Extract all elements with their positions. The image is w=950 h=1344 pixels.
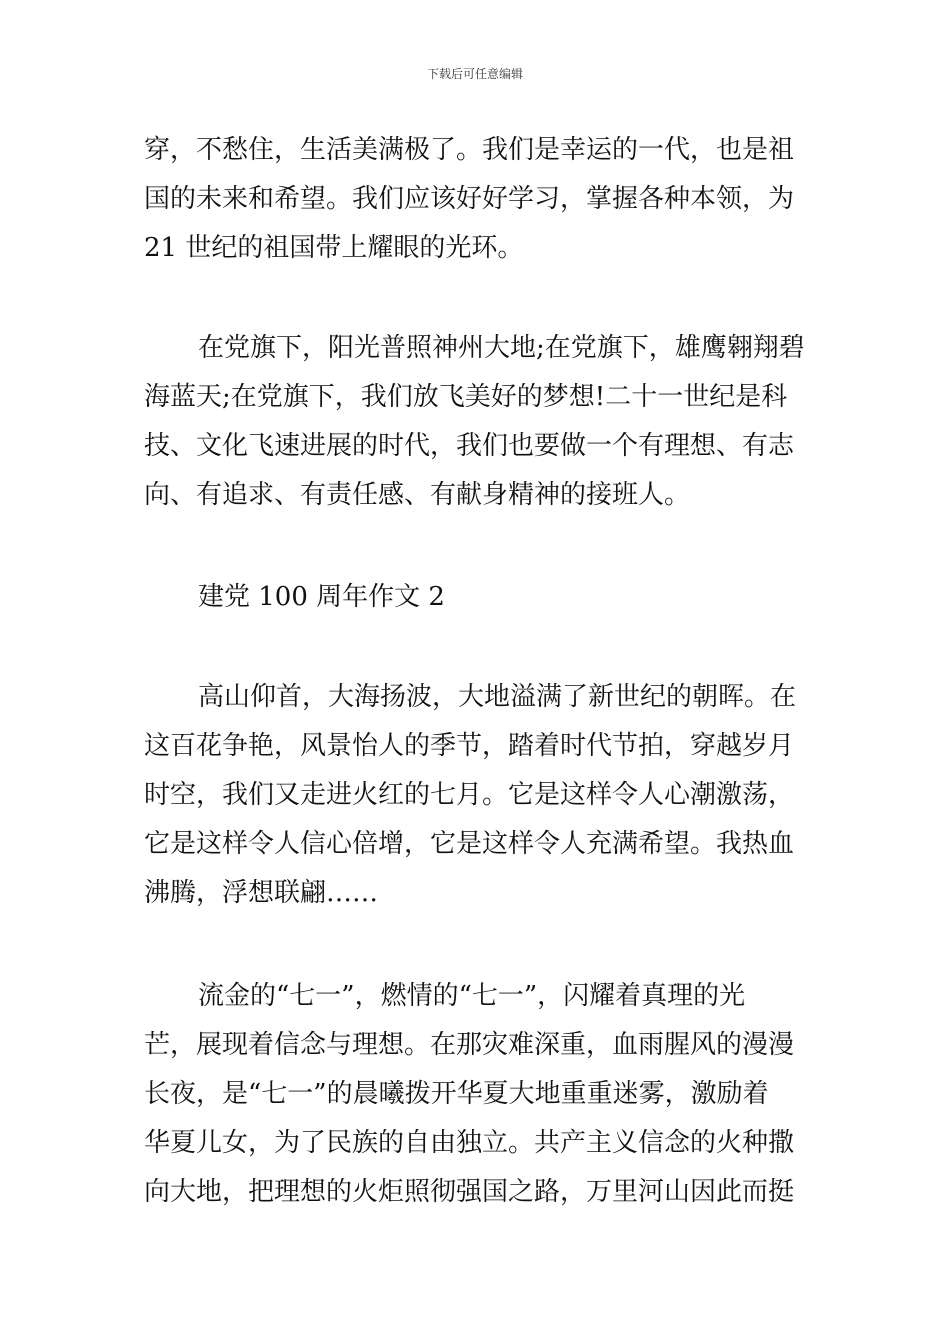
text-line: 沸腾，浮想联翩…… [144, 878, 379, 908]
section-title: 建党 100 周年作文 2 [198, 582, 445, 612]
text-line: 向、有追求、有责任感、有献身精神的接班人。 [144, 480, 691, 510]
text-line: 华夏儿女，为了民族的自由独立。共产主义信念的火种撒 [144, 1128, 795, 1158]
text-line: 高山仰首，大海扬波，大地溢满了新世纪的朝晖。在 [198, 682, 797, 712]
text-line: 流金的“七一”，燃情的“七一”，闪耀着真理的光 [198, 981, 746, 1011]
text-line: 技、文化飞速进展的时代，我们也要做一个有理想、有志 [144, 431, 795, 461]
text-line: 海蓝天;在党旗下，我们放飞美好的梦想!二十一世纪是科 [144, 382, 788, 412]
text-line: 向大地，把理想的火炬照彻强国之路，万里河山因此而挺 [144, 1177, 795, 1207]
text-line: 它是这样令人信心倍增，它是这样令人充满希望。我热血 [144, 829, 795, 859]
text-line: 这百花争艳，风景怡人的季节，踏着时代节拍，穿越岁月 [144, 731, 795, 761]
text-line: 时空，我们又走进火红的七月。它是这样令人心潮激荡， [144, 780, 795, 810]
text-line: 21 世纪的祖国带上耀眼的光环。 [144, 233, 524, 263]
text-line: 穿，不愁住，生活美满极了。我们是幸运的一代，也是祖 [144, 135, 795, 165]
text-line: 在党旗下，阳光普照神州大地;在党旗下，雄鹰翱翔碧 [198, 333, 805, 363]
text-line: 长夜，是“七一”的晨曦拨开华夏大地重重迷雾，激励着 [144, 1079, 769, 1109]
text-line: 国的未来和希望。我们应该好好学习，掌握各种本领，为 [144, 184, 795, 214]
page-header: 下载后可任意编辑 [426, 67, 523, 81]
text-line: 芒，展现着信念与理想。在那灾难深重，血雨腥风的漫漫 [144, 1030, 795, 1060]
